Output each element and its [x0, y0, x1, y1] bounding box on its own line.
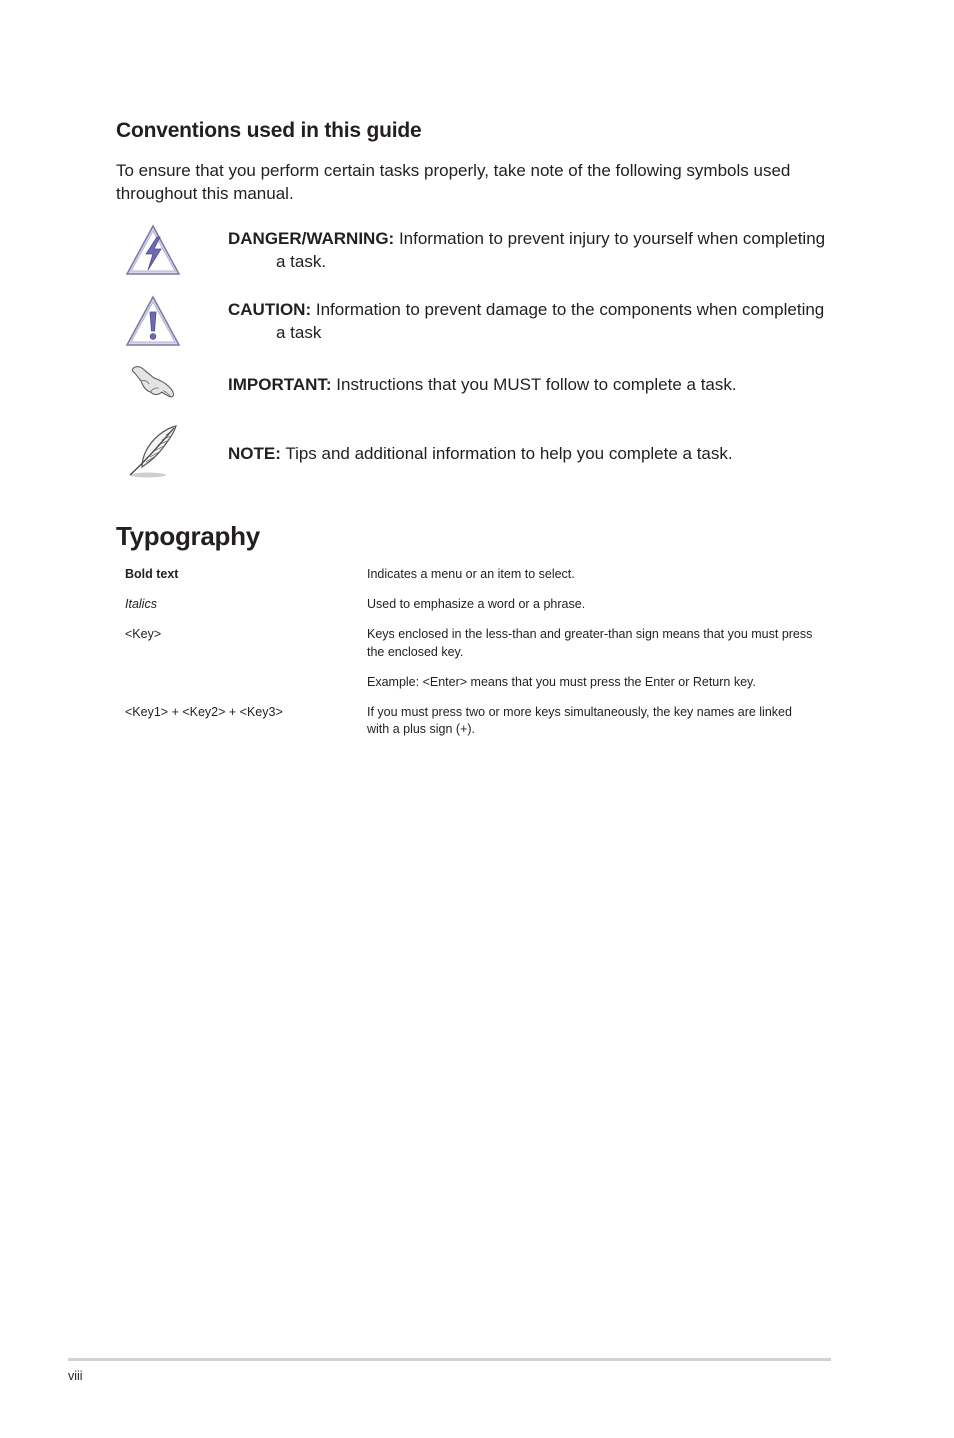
footer-rule — [68, 1358, 831, 1361]
caution-text — [228, 298, 836, 344]
important-hand-icon — [124, 362, 182, 408]
danger-lightning-icon — [124, 222, 182, 280]
typography-heading: Typography — [116, 521, 260, 551]
danger-warning-description: Information to prevent injury to yourself when completing a task. — [276, 229, 826, 271]
conventions-intro: To ensure that you perform certain tasks properly, take note of the following symbols used throughout this manual. — [116, 161, 791, 203]
danger-warning-term: DANGER/WARNING: — [228, 229, 395, 248]
typography-term: <Key> — [125, 627, 162, 641]
typography-term — [125, 674, 367, 692]
caution-exclamation-icon — [124, 293, 182, 351]
typography-description: Indicates a menu or an item to select. — [367, 567, 575, 581]
typography-row-italics — [125, 596, 825, 614]
typography-term: Bold text — [125, 567, 179, 581]
typography-description: Example: <Enter> means that you must press the Enter or Return key. — [367, 674, 756, 689]
typography-term: <Key1> + <Key2> + <Key3> — [125, 704, 283, 719]
conventions-heading: Conventions used in this guide — [116, 119, 422, 142]
important-description: Instructions that you MUST follow to complete a task. — [336, 375, 737, 394]
typography-row-bold — [125, 566, 825, 584]
typography-description: If you must press two or more keys simultaneously, the key names are linked with a plus sign (+). — [367, 704, 792, 736]
page-number: viii — [68, 1369, 83, 1383]
note-term: NOTE: — [228, 444, 281, 463]
important-term: IMPORTANT: — [228, 375, 332, 394]
note-quill-icon — [124, 423, 182, 481]
typography-row-key — [125, 626, 825, 661]
typography-description: Used to emphasize a word or a phrase. — [367, 597, 586, 611]
note-description: Tips and additional information to help you complete a task. — [285, 444, 733, 463]
typography-table — [125, 566, 825, 751]
danger-warning-text — [228, 227, 836, 273]
important-text — [228, 373, 836, 396]
typography-row-key-combo — [125, 704, 825, 739]
typography-term: Italics — [125, 597, 157, 611]
typography-description: Keys enclosed in the less-than and greater-than sign means that you must press the enclosed key. — [367, 627, 813, 659]
caution-term: CAUTION: — [228, 300, 312, 319]
note-text — [228, 442, 836, 465]
typography-row-example — [125, 674, 825, 692]
caution-description: Information to prevent damage to the components when completing a task — [276, 300, 825, 342]
